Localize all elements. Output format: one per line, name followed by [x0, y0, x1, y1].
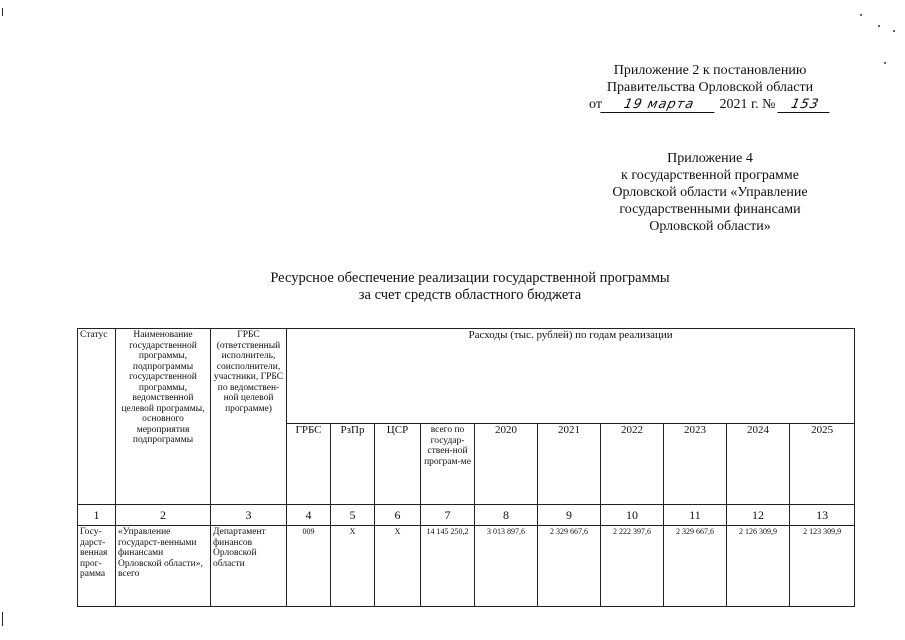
- appendix-program-line2: к государственной программе: [621, 168, 799, 183]
- column-number: 11: [664, 505, 727, 526]
- header-2020: 2020: [475, 424, 538, 505]
- row-2022: 2 222 397,6: [601, 526, 664, 607]
- column-number: 4: [287, 505, 331, 526]
- appendix-decree-line1: Приложение 2 к постановлению: [613, 63, 807, 78]
- column-number: 1: [78, 505, 116, 526]
- header-expenses: Расходы (тыс. рублей) по годам реализации: [287, 329, 855, 424]
- header-2024: 2024: [727, 424, 790, 505]
- header-2023: 2023: [664, 424, 727, 505]
- handwritten-date: 19 марта: [600, 97, 717, 113]
- scan-speck: [884, 62, 886, 64]
- row-status: Госу-дарст-венная прог-рамма: [78, 526, 116, 607]
- scan-edge-mark: [2, 612, 3, 626]
- column-number: 5: [331, 505, 375, 526]
- year-number-label: 2021 г. №: [719, 97, 776, 112]
- appendix-program-line3: Орловской области «Управление: [612, 185, 808, 200]
- scan-speck: [860, 14, 862, 16]
- appendix-program-line4: государственными финансами: [619, 202, 801, 217]
- scan-edge-mark: [2, 8, 3, 16]
- column-number: 9: [538, 505, 601, 526]
- row-2023: 2 329 667,6: [664, 526, 727, 607]
- row-grbs: 009: [287, 526, 331, 607]
- row-total: 14 145 250,2: [421, 526, 475, 607]
- row-2024: 2 126 309,9: [727, 526, 790, 607]
- column-number: 12: [727, 505, 790, 526]
- header-2025: 2025: [790, 424, 855, 505]
- appendix-to-program: [590, 150, 830, 235]
- column-number: 2: [116, 505, 211, 526]
- row-name: «Управление государст-венными финансами Орловской области», всего: [116, 526, 211, 607]
- row-2021: 2 329 667,6: [538, 526, 601, 607]
- appendix-decree-line2: Правительства Орловской области: [606, 80, 814, 95]
- appendix-decree-line3: [560, 96, 860, 113]
- header-name: Наименование государственной программы, подпрограммы государственной программы, ведомственной целевой программы, основного мероприятия подпрограммы: [116, 329, 211, 505]
- header-2021: 2021: [538, 424, 601, 505]
- scan-speck: [878, 25, 880, 27]
- appendix-to-decree: [560, 62, 860, 113]
- column-number: 8: [475, 505, 538, 526]
- document-title-line1: Ресурсное обеспечение реализации государственной программы: [270, 270, 670, 286]
- column-number: 10: [601, 505, 664, 526]
- appendix-program-line1: Приложение 4: [667, 151, 753, 166]
- header-2022: 2022: [601, 424, 664, 505]
- column-number-row: [78, 505, 855, 526]
- row-executor: Департамент финансов Орловской области: [211, 526, 287, 607]
- row-rzpr: Х: [331, 526, 375, 607]
- column-number: 7: [421, 505, 475, 526]
- handwritten-number: 153: [777, 97, 832, 113]
- header-csr: ЦСР: [375, 424, 421, 505]
- resource-table: [77, 328, 855, 607]
- header-status: Статус: [78, 329, 116, 505]
- header-total: всего по государ-ствен-ной програм-ме: [421, 424, 475, 505]
- column-number: 13: [790, 505, 855, 526]
- header-rzpr: РзПр: [331, 424, 375, 505]
- row-csr: Х: [375, 526, 421, 607]
- column-number: 3: [211, 505, 287, 526]
- appendix-program-line5: Орловской области»: [649, 219, 771, 234]
- from-prefix: от: [589, 97, 602, 112]
- document-title-line2: за счет средств областного бюджета: [358, 287, 582, 303]
- row-2020: 3 013 897,6: [475, 526, 538, 607]
- table-row: [78, 526, 855, 607]
- header-grbs: ГРБС: [287, 424, 331, 505]
- column-number: 6: [375, 505, 421, 526]
- row-2025: 2 123 309,9: [790, 526, 855, 607]
- header-grbs-full: ГРБС (ответственный исполнитель, соисполнители, участники, ГРБС по ведомствен-ной целевой программе): [211, 329, 287, 505]
- scan-speck: [893, 30, 895, 32]
- table-header-row: [78, 329, 855, 424]
- document-title: [180, 270, 760, 304]
